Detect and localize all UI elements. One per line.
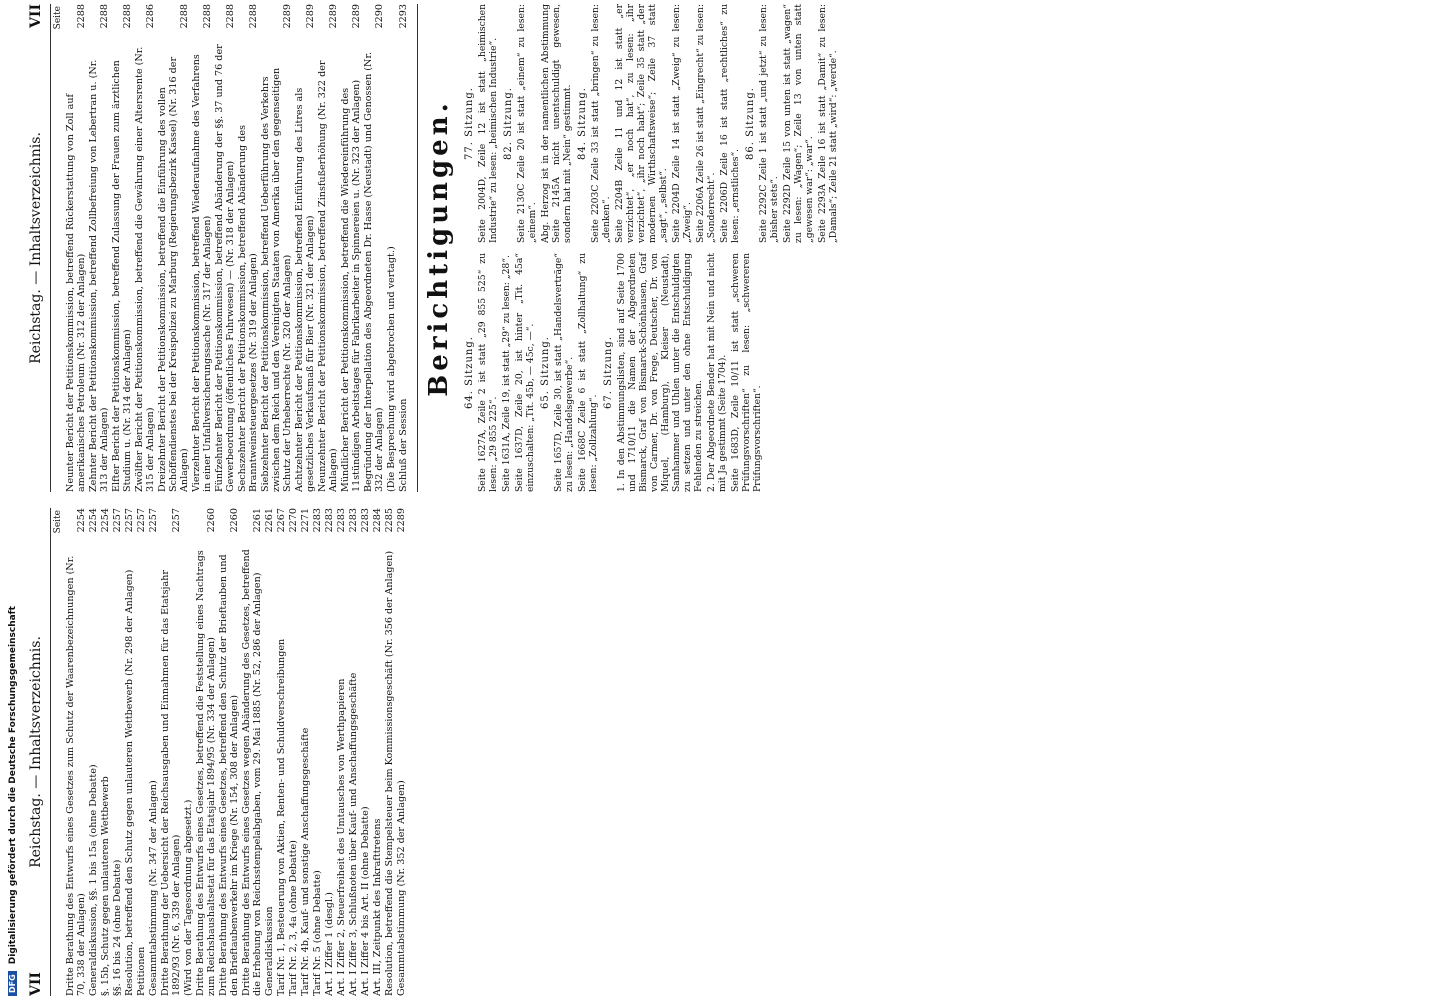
correction-line: Seite 1631A, Zeile 19, ist statt „29“ zu lesen: „28“. [501, 255, 512, 492]
toc-entry [363, 4, 385, 492]
toc-entry-text: Art. I Ziffer 3, Schlußnoten über Kauf- und Anschaffungsgeschäfte [348, 672, 359, 996]
toc-entry [183, 508, 194, 996]
toc-entry-text: Art. I Ziffer 1 (desgl.) [324, 892, 335, 996]
corrections-heading: Berichtigungen. [417, 4, 454, 492]
toc-entry-page: 2283 [348, 508, 359, 533]
seite-column-label: Seite [53, 510, 63, 534]
correction-line: Seite 1668C Zeile 6 ist statt „Zollhaltung“ zu lesen: „Zollzahlung“. [577, 253, 599, 492]
toc-entry [157, 4, 190, 492]
toc-entry-text: Tarif Nr. 1, Besteuerung von Aktien, Renten- und Schuldverschreibungen [276, 638, 287, 996]
toc-entry-page: 2283 [312, 508, 323, 533]
correction-line: Seite 2203C Zeile 33 ist statt „bringen“ zu lesen: „denken“. [590, 4, 612, 243]
toc-entry [195, 508, 217, 996]
toc-entry-page: 2283 [336, 508, 347, 533]
toc-entry-page: 2289 [282, 4, 293, 29]
toc-entry [340, 4, 362, 492]
toc-entry-text: Art. I Ziffer 2, Steuerfreiheit des Umtausches von Werthpapieren [336, 678, 347, 996]
toc-entry [218, 508, 240, 996]
toc-entry-page: 2289 [305, 4, 316, 29]
toc-entry [88, 4, 110, 492]
corrections-column-right [460, 4, 841, 243]
sitzung-heading: 84. Sitzung. [577, 87, 588, 160]
sitzung-heading: 82. Sitzung. [503, 87, 514, 160]
toc-entry-text: (Wird von der Tagesordnung abgesetzt.) [183, 799, 194, 996]
toc-entry [112, 508, 123, 996]
toc-entry [312, 508, 323, 996]
correction-line: Seite 2293A Zeile 16 ist statt „Damit“ zu lesen: „Damals“; Zeile 21 statt „wird“: „werde“. [817, 4, 839, 243]
toc-entry [386, 4, 397, 492]
correction-line: 2. Der Abgeordnete Bender hat mit Nein und nicht mit Ja gestimmt (Seite 1704). [706, 253, 728, 492]
running-title: Reichstag. — Inhaltsverzeichnis. [28, 132, 44, 364]
correction-line: Seite 1637D, Zeile 20, ist hinter „Tit. 45a“ einzuschalten: „Tit. 45b, — 45c, —“. [514, 253, 536, 492]
toc-entry-text: Zehnter Bericht der Petitionskommission, betreffend Zollbefreiung von Lebertran u. (Nr. 313 der Anlagen) [88, 59, 110, 492]
toc-entry [100, 508, 111, 996]
toc-entry-text: Neunzehnter Bericht der Petitionskommission, betreffend Zinsfußerhöhung (Nr. 322 der Anlagen) [317, 60, 339, 492]
sitzung-heading: 64. Sitzung. [464, 336, 475, 409]
toc-entry-page: 2257 [171, 508, 182, 533]
toc-entry-page: 2261 [264, 508, 275, 533]
toc-entry-page: 2289 [396, 508, 407, 533]
correction-line: Seite 2292D Zeile 15 von unten ist statt „wagen“ zu lesen: „Wagen“; Zeile 13 von unten statt „gewesen war“: „war“. [782, 4, 815, 243]
correction-line: Abg. Herzog ist in der namentlichen Abstimmung Seite 2145A nicht unentschuldigt gewesen, sondern hat mit „Nein“ gestimmt. [540, 4, 573, 243]
toc-entry-page: 2288 [122, 4, 133, 29]
dfg-funding-note [8, 4, 24, 996]
toc-entry-page: 2288 [202, 4, 213, 29]
corrections-column-left [460, 253, 841, 492]
toc-entry-page: 2260 [206, 508, 217, 533]
page-number: VII [28, 972, 44, 996]
toc-entry-page: 2289 [328, 4, 339, 29]
toc-entry-text: Tarif Nr. 5 (ohne Debatte) [312, 870, 323, 996]
toc-entry-text: Begründung der Interpellation des Abgeordneten Dr. Hasse (Neustadt) und Genossen (Nr. 332 der Anlagen) [363, 51, 385, 492]
toc-entry-text: Tarif Nr. 2, 3, 4a (ohne Debatte) [288, 840, 299, 996]
running-title: Reichstag. — Inhaltsverzeichnis. [28, 636, 44, 868]
toc-entry [111, 4, 133, 492]
toc-entry [65, 4, 87, 492]
toc-entry [396, 508, 407, 996]
toc-entry-text: Achtzehnter Bericht der Petitionskommission, betreffend Einführung des Litres als gesetzliches Verkaufsmaß für Bier (Nr. 321 der Anlagen) [294, 87, 316, 492]
toc-entry-page: 2257 [136, 508, 147, 533]
toc-entry-page: 2257 [148, 508, 159, 533]
toc-entry-page: 2288 [99, 4, 110, 29]
toc-entry-page: 2285 [384, 508, 395, 533]
toc-entry [88, 508, 99, 996]
toc-entry [384, 508, 395, 996]
toc-entry-page: 2267 [276, 508, 287, 533]
toc-entry [136, 508, 147, 996]
seite-column-label: Seite [53, 6, 63, 30]
toc-entry [324, 508, 335, 996]
toc-entry-text: Dritte Berathung des Entwurfs eines Gesetzes, betreffend die Feststellung eines Nachtrags zum Reichshaushaltsetat für das Etatsjahr 1894/95 (Nr. 334 der Anlagen) [195, 550, 217, 996]
toc-entry [134, 4, 156, 492]
dfg-logo-icon: DFG [8, 971, 17, 996]
toc-entry [160, 508, 182, 996]
toc-entry-page: 2254 [76, 508, 87, 533]
toc-entry-page: 2288 [76, 4, 87, 29]
correction-line: Seite 1683D, Zeile 10/11 ist statt „schweren Prüfungsvorschriften“ zu lesen: „schwereren Prüfungsvorschriften“. [730, 253, 763, 492]
page-number: VII [28, 4, 44, 28]
toc-entry-page: 2260 [229, 508, 240, 533]
toc-entry-text: Resolution, betreffend den Schutz gegen unlauteren Wettbewerb (Nr. 298 der Anlagen) [124, 569, 135, 996]
toc-entry [336, 508, 347, 996]
running-header [26, 4, 51, 492]
right-page [26, 4, 1426, 492]
toc-entry-text: Petitionen [136, 946, 147, 996]
toc-entry-text: Schluß der Session [398, 398, 409, 492]
toc-entry [65, 508, 87, 996]
toc-entry-page: 2257 [112, 508, 123, 533]
toc-entry [241, 508, 263, 996]
toc-entry [360, 508, 371, 996]
toc-entry-text: Dritte Berathung des Entwurfs eines Gesetzes zum Schutz der Waarenbezeichnungen (Nr. 70, 338 der Anlagen) [65, 555, 87, 996]
toc-entry-page: 2288 [179, 4, 190, 29]
toc-entry-page: 2270 [288, 508, 299, 533]
toc-entry-page: 2286 [145, 4, 156, 29]
toc-entry-text: Fünfzehnter Bericht der Petitionskommission, betreffend Abänderung der §§. 37 und 76 der Gewerbeordnung (öffentliches Fuhrwesen) — (Nr. 318 der Anlagen) [214, 44, 236, 492]
sitzung-heading: 65. Sitzung. [540, 336, 551, 409]
toc-entry-page: 2290 [374, 4, 385, 29]
toc-entry [372, 508, 383, 996]
sitzung-heading: 77. Sitzung. [464, 87, 475, 160]
toc-entry [191, 4, 213, 492]
toc-entry [398, 4, 409, 492]
toc-entry-text: Sechszehnter Bericht der Petitionskommission, betreffend Abänderung des Branntweinsteuergesetzes (Nr. 319 der Anlagen) [237, 125, 259, 492]
toc-entry [214, 4, 236, 492]
toc-entry-page: 2257 [124, 508, 135, 533]
correction-line: Seite 2004D, Zeile 12 ist statt „heimischen Industrie“ zu lesen: „heimischen Industrie“. [477, 4, 499, 243]
toc-entry-page: 2288 [225, 4, 236, 29]
toc-entry [317, 4, 339, 492]
toc-entry-text: Art. I Ziffer 4 bis Art. II (ohne Debatte) [360, 806, 371, 996]
dfg-note-text: Digitalisierung gefördert durch die Deutsche Forschungsgemeinschaft [8, 606, 18, 965]
correction-line: 1. In den Abstimmungslisten, sind auf Seite 1700 und 1710/11 die Namen der Abgeordneten Bismarck, Graf von Bismarck-Schönhausen, Graf von Carmer, Dr. von Frege, Deutscher, Dr. von Miquel, (Hamburg), Kleiser (Neustadt), Samhammer und Uhlen unter die Entschuldigten zu setzen und unter den ohne Entschuldigung Fehlenden zu streichen. [616, 253, 704, 492]
toc-entry [348, 508, 359, 996]
correction-line: Seite 2204D Zeile 14 ist statt „Zweig“ zu lesen: „Zweig“. [671, 4, 693, 243]
toc-entry-text: Dritte Berathung des Entwurfs eines Gesetzes, betreffend den Schutz der Brieftauben und den Brieftaubenverkehr im Kriege (Nr. 154, 308 der Anlagen) [218, 554, 240, 996]
correction-line: Seite 1627A, Zeile 2 ist statt „29 855 525“ zu lesen: „29 855 225“. [477, 253, 499, 492]
toc-entry-page: 2283 [360, 508, 371, 533]
correction-line: Seite 2292C Zeile 1 ist statt „und jetzt“ zu lesen: „bisher stets“. [758, 4, 780, 243]
sitzung-heading: 86. Sitzung. [745, 87, 756, 160]
toc-entry [288, 508, 299, 996]
toc-entry-text: (Die Besprechung wird abgebrochen und vertagt.) [386, 246, 397, 492]
toc-entry-text: Dritte Berathung der Uebersicht der Reichsausgaben und Einnahmen für das Etatsjahr 1892/93 (Nr. 6, 339 der Anlagen) [160, 570, 182, 996]
toc-entry-text: Zwölfter Bericht der Petitionskommission, betreffend die Gewährung einer Altersrente (Nr. 315 der Anlagen) [134, 46, 156, 492]
toc-entry-page: 2293 [398, 4, 409, 29]
toc-entry [260, 4, 293, 492]
correction-line: Seite 1657D, Zeile 30, ist statt „Handelsverträge“ zu lesen: „Handelsgewerbe“. [553, 253, 575, 492]
toc-entry-text: Generaldiskussion, §§. 1 bis 15a (ohne Debatte) [88, 764, 99, 996]
toc-entry-text: Gesammtabstimmung (Nr. 352 der Anlagen) [396, 780, 407, 996]
correction-line: Seite 2204B Zeile 11 und 12 ist statt „er verzichtet“, „er noch hat“, zu lesen: „ihr verzichtet“, „ihr noch habt“; Zeile 35 statt „der modernen Wirthschaftsweise“; Zeile 37 statt „sagt“, „selbst“. [614, 4, 669, 243]
sitzung-heading: 67. Sitzung. [603, 336, 614, 409]
toc-entry [264, 508, 275, 996]
toc-entry-text: Dreizehnter Bericht der Petitionskommission, betreffend die Einführung des vollen Schöffendienstes bei der Kreispolizei zu Marburg (Regierungsbezirk Kassel) (Nr. 316 der Anlagen) [157, 56, 190, 492]
toc-entry-page: 2261 [252, 508, 263, 533]
toc-entry [148, 508, 159, 996]
toc-entry-text: Tarif Nr. 4b, Kauf- und sonstige Anschaffungsgeschäfte [300, 727, 311, 996]
toc-entry [237, 4, 259, 492]
toc-entry-page: 2284 [372, 508, 383, 533]
toc-entry [124, 508, 135, 996]
toc-entry-text: Resolution, betreffend die Stempelsteuer beim Kommissionsgeschäft (Nr. 356 der Anlagen) [384, 550, 395, 996]
toc-entry-text: Gesammtabstimmung (Nr. 347 der Anlagen) [148, 780, 159, 996]
correction-line: Seite 2206D Zeile 16 ist statt „rechtliches“ zu lesen: „ernstliches“. [719, 4, 741, 243]
toc-entry-text: Mündlicher Bericht der Petitionskommission, betreffend die Wiedereinführung des 11stündigen Arbeitstages für Fabrikarbeiter in Spinnereien u. (Nr. 323 der Anlagen) [340, 79, 362, 492]
toc-entry-page: 2254 [88, 508, 99, 533]
toc-entry [294, 4, 316, 492]
corrections-columns [460, 4, 841, 492]
toc-entry-text: Generaldiskussion [264, 906, 275, 996]
toc-entry-page: 2254 [100, 508, 111, 533]
toc-entry-text: §§. 16 bis 24 (ohne Debatte) [112, 859, 123, 996]
toc-entry-text: Elfter Bericht der Petitionskommission, betreffend Zulassung der Frauen zum ärztlichen Studium u. (Nr. 314 der Anlagen) [111, 60, 133, 492]
toc-entry [300, 508, 311, 996]
toc-list [65, 4, 409, 492]
toc-list [65, 508, 407, 996]
correction-line: Seite 2130C Zeile 20 ist statt „einem“ zu lesen: „einem“. [516, 4, 538, 243]
toc-entry-text: Dritte Berathung des Entwurfs eines Gesetzes wegen Abänderung des Gesetzes, betreffend die Erhebung von Reichsstempelabgaben, vom 29. Mai 1885 (Nr. 52, 286 der Anlagen) [241, 549, 263, 996]
running-header [26, 508, 51, 996]
toc-entry-page: 2283 [324, 508, 335, 533]
toc-entry-page: 2271 [300, 508, 311, 533]
toc-entry-page: 2289 [351, 4, 362, 29]
correction-line: Seite 2206A Zeile 26 ist statt „Eingrecht“ zu lesen: „Sonderrecht“. [695, 4, 717, 243]
left-page [26, 508, 1426, 996]
toc-entry-text: Art. III, Zeitpunkt des Inkrafttretens [372, 818, 383, 996]
toc-entry-text: Neunter Bericht der Petitionskommission, betreffend Rückerstattung von Zoll auf amerikanisches Petroleum (Nr. 312 der Anlagen) [65, 93, 87, 492]
toc-entry [276, 508, 287, 996]
toc-entry-text: §. 15b, Schutz gegen unlauteren Wettbewerb [100, 776, 111, 996]
toc-entry-page: 2288 [248, 4, 259, 29]
toc-entry-text: Vierzehnter Bericht der Petitionskommission, betreffend Wiederaufnahme des Verfahrens in einer Unfallversicherungssache (Nr. 317 der Anlagen) [191, 54, 213, 492]
toc-entry-text: Siebzehnter Bericht der Petitionskommission, betreffend Ueberführung des Verkehrs zwischen dem Reich und den Vereinigten Staaten von Amerika über den gegenseitigen Schutz der Urheberrechte (Nr. 320 der Anlagen) [260, 67, 293, 492]
